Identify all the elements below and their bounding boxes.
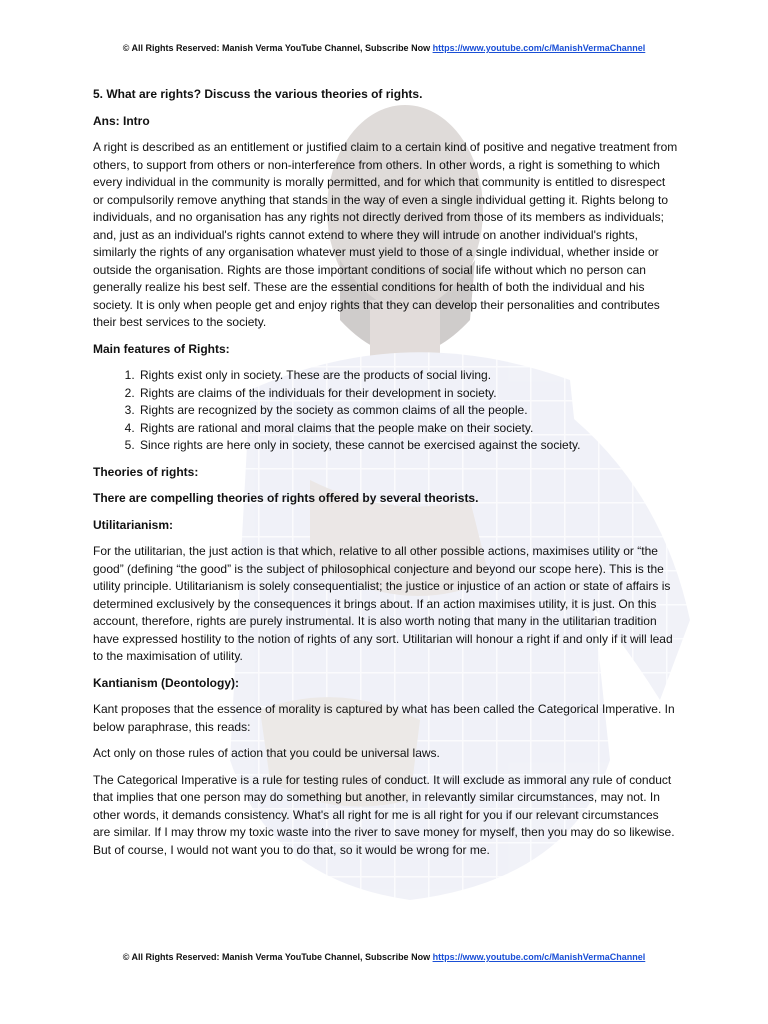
theories-intro: There are compelling theories of rights offered by several theorists. bbox=[93, 491, 479, 505]
answer-intro-heading: Ans: Intro bbox=[93, 113, 150, 128]
kantianism-paragraph-3: The Categorical Imperative is a rule for testing rules of conduct. It will exclude as immoral any rule of conduct that implies that one person may do something but another, in relevantly similar circumstances, may not. In other words, it demands consistency. What's all right for me is all right for you if our relevant circumstances are similar. If I may throw my toxic waste into the river to save money for myself, then you may do so likewise. But of course, I would not want you to do that, so it would be wrong for me. bbox=[93, 772, 675, 857]
footer-copyright-text: © All Rights Reserved: Manish Verma YouTube Channel, Subscribe Now bbox=[122, 952, 433, 962]
header-youtube-link[interactable]: https://www.youtube.com/c/ManishVermaChannel bbox=[432, 43, 646, 53]
utilitarianism-heading: Utilitarianism: bbox=[93, 517, 174, 532]
kantianism-paragraph-1: Kant proposes that the essence of morality is captured by what has been called the Categorical Imperative. In below paraphrase, this reads: bbox=[93, 702, 675, 734]
theories-heading: Theories of rights: bbox=[93, 464, 199, 479]
kantianism-heading: Kantianism (Deontology): bbox=[93, 675, 239, 690]
list-item: 5. Since rights are here only in society, these cannot be exercised against the society. bbox=[138, 437, 678, 455]
list-item: 3. Rights are recognized by the society as common claims of all the people. bbox=[138, 402, 678, 420]
list-item: 4. Rights are rational and moral claims that the people make on their society. bbox=[138, 420, 678, 438]
features-heading: Main features of Rights: bbox=[93, 341, 230, 356]
page-footer bbox=[0, 952, 768, 962]
list-item: 2. Rights are claims of the individuals for their development in society. bbox=[138, 385, 678, 403]
utilitarianism-paragraph: For the utilitarian, the just action is that which, relative to all other possible actions, maximises utility or “the good” (defining “the good” is the subject of philosophical conjecture and beyond our scope here). This is the utility principle. Utilitarianism is solely consequentialist; the justice or injustice of an action or state of affairs is determined exclusively by the consequences it brings about. If an action maximises utility, it is just. On this account, therefore, rights are purely instrumental. It is also worth noting that many in the utilitarian tradition have expressed hostility to the notion of rights of any sort. Utilitarian will honour a right if and only if it will lead to the maximisation of utility. bbox=[93, 544, 673, 663]
list-item: 1. Rights exist only in society. These are the products of social living. bbox=[138, 367, 678, 385]
intro-paragraph: A right is described as an entitlement or justified claim to a certain kind of positive and negative treatment from others, to support from others or non-interference from others. In other words, a right is something to which every individual in the community is morally permitted, and for which that community is entitled to disrespect or compulsorily remove anything that stands in the way of even a single individual getting it. Rights belong to individuals, and no organisation has any rights not directly derived from those of its members as individuals; and, just as an individual's rights cannot extend to where they will intrude on another individual's rights, similarly the rights of any organisation whatever must yield to those of a single individual, whether inside or outside the organisation. Rights are those important conditions of social life without which no person can generally realize his best self. These are the essential conditions for health of both the individual and his society. It is only when people get and enjoy rights that they can develop their personalities and contributes their best services to the society. bbox=[93, 140, 678, 329]
footer-youtube-link[interactable]: https://www.youtube.com/c/ManishVermaChannel bbox=[432, 952, 646, 962]
kantianism-paragraph-2: Act only on those rules of action that you could be universal laws. bbox=[93, 746, 440, 760]
features-list bbox=[93, 367, 678, 455]
page-header bbox=[0, 43, 768, 53]
question-heading: 5. What are rights? Discuss the various theories of rights. bbox=[93, 87, 423, 101]
document-body bbox=[93, 86, 678, 868]
header-copyright-text: © All Rights Reserved: Manish Verma YouTube Channel, Subscribe Now bbox=[122, 43, 433, 53]
